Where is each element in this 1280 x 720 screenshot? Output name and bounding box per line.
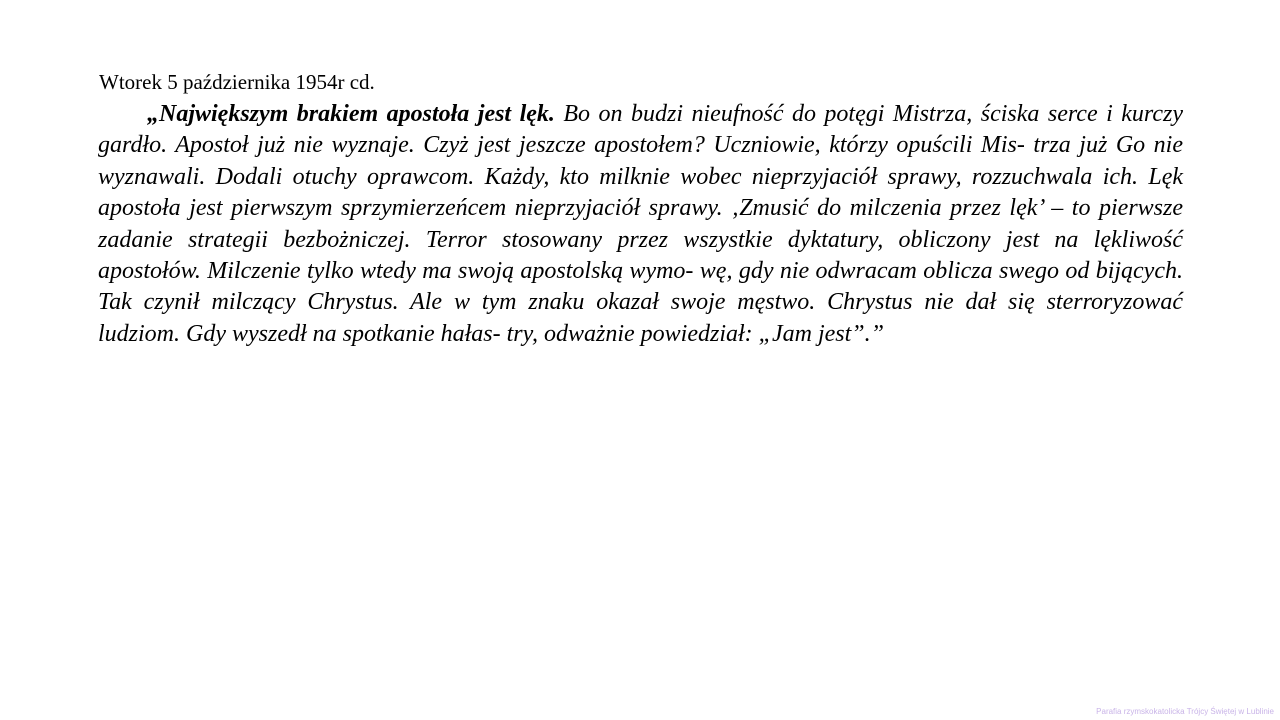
quote-line: dyktatury, obliczony jest na lękliwość apostołów. Milczenie tylko wtedy ma swoją apostolską wymo- [98, 226, 1183, 285]
quote-paragraph [98, 99, 1183, 350]
quote-line: rozzuchwala ich. Lęk apostoła jest pierwszym sprzymierzeńcem nieprzyjaciół sprawy. ‚Zmusić do [98, 163, 1184, 222]
parish-watermark: Parafia rzymskokatolicka Trójcy Świętej w Lublinie [1096, 707, 1274, 716]
quote-lead-sentence: „Największym brakiem apostoła jest lęk. [147, 101, 555, 127]
quote-line: try, odważnie powiedział: „Jam jest”.” [506, 320, 884, 347]
quote-line: kurczy gardło. Apostoł już nie wyznaje. Czyż jest jeszcze apostołem? Uczniowie, którzy opuścili Mis- [98, 101, 1183, 159]
entry-date-heading: Wtorek 5 października 1954r cd. [99, 70, 375, 94]
quote-line: milczenia przez lęk’ – to pierwsze zadanie strategii bezbożniczej. Terror stosowany przez wszystkie [98, 195, 1184, 253]
quote-line: okazał swoje męstwo. Chrystus nie dał się sterroryzować ludziom. Gdy wyszedł na spotkanie hałas- [98, 289, 1184, 347]
quote-line: wę, gdy nie odwracam oblicza swego od bijących. Tak czynił milczący Chrystus. Ale w tym znaku [98, 258, 1183, 316]
quote-line: Bo on budzi nieufność do potęgi Mistrza, ściska serce i [554, 101, 1113, 127]
quote-line: trza już Go nie wyznawali. Dodali otuchy oprawcom. Każdy, kto milknie wobec nieprzyjaciół sprawy, [98, 132, 1183, 190]
